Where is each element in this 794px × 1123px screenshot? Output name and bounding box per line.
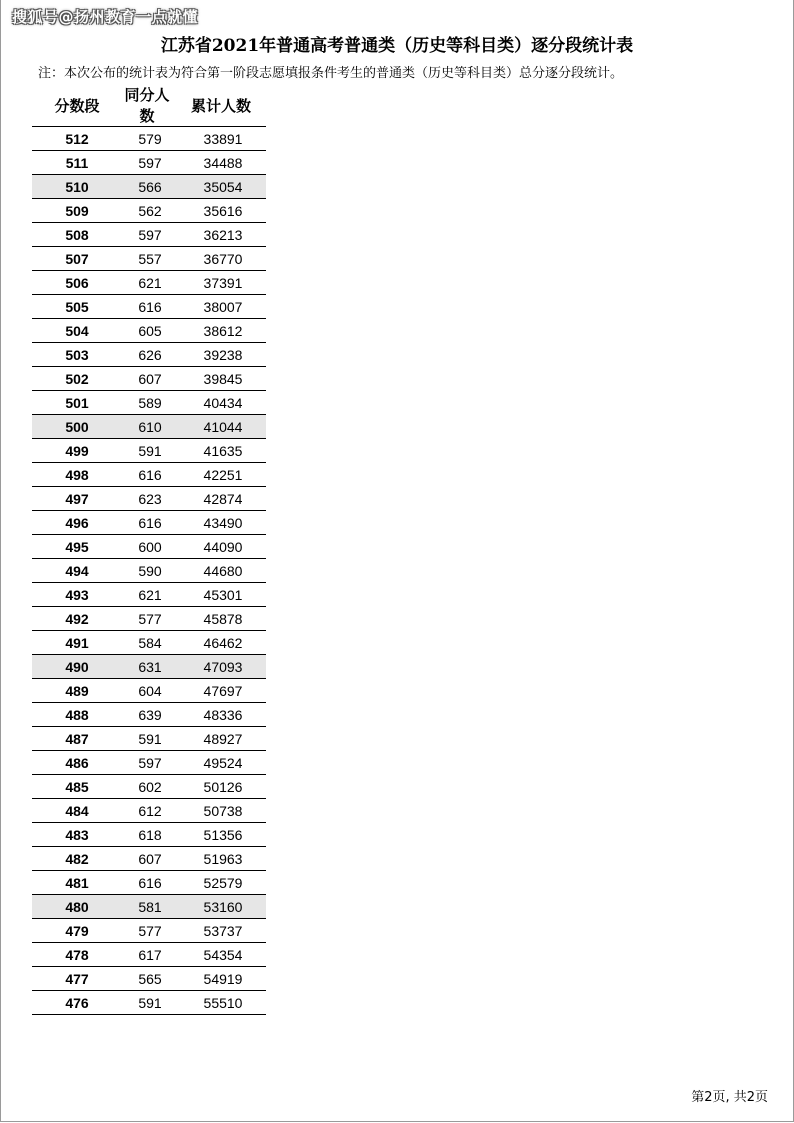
table-row [32, 439, 266, 463]
same-score-count-cell: 602 [118, 775, 176, 799]
score-cell: 476 [32, 991, 118, 1015]
cumulative-count-cell: 38612 [176, 319, 266, 343]
cumulative-count-cell: 35616 [176, 199, 266, 223]
score-cell: 483 [32, 823, 118, 847]
same-score-count-cell: 616 [118, 871, 176, 895]
score-cell: 505 [32, 295, 118, 319]
score-cell: 500 [32, 415, 118, 439]
table-row [32, 943, 266, 967]
same-score-count-cell: 584 [118, 631, 176, 655]
cumulative-count-cell: 39238 [176, 343, 266, 367]
same-score-count-cell: 597 [118, 751, 176, 775]
table-row [32, 487, 266, 511]
score-cell: 477 [32, 967, 118, 991]
table-row [32, 775, 266, 799]
cumulative-count-cell: 38007 [176, 295, 266, 319]
cumulative-count-cell: 49524 [176, 751, 266, 775]
score-cell: 486 [32, 751, 118, 775]
score-cell: 504 [32, 319, 118, 343]
table-row [32, 871, 266, 895]
table-row [32, 799, 266, 823]
score-cell: 512 [32, 127, 118, 151]
score-cell: 495 [32, 535, 118, 559]
same-score-count-cell: 581 [118, 895, 176, 919]
cumulative-count-cell: 48927 [176, 727, 266, 751]
same-score-count-cell: 631 [118, 655, 176, 679]
score-cell: 490 [32, 655, 118, 679]
score-cell: 507 [32, 247, 118, 271]
cumulative-count-cell: 45301 [176, 583, 266, 607]
table-row [32, 727, 266, 751]
table-row [32, 535, 266, 559]
table-row [32, 367, 266, 391]
score-cell: 479 [32, 919, 118, 943]
watermark: 搜狐号@扬州教育一点就懂 [12, 8, 199, 26]
score-cell: 487 [32, 727, 118, 751]
table-row [32, 967, 266, 991]
score-cell: 496 [32, 511, 118, 535]
table-row [32, 199, 266, 223]
table-row [32, 919, 266, 943]
table-row [32, 415, 266, 439]
cumulative-count-cell: 47093 [176, 655, 266, 679]
cumulative-count-cell: 34488 [176, 151, 266, 175]
table-row [32, 559, 266, 583]
same-score-count-cell: 612 [118, 799, 176, 823]
table-note: 注：本次公布的统计表为符合第一阶段志愿填报条件考生的普通类（历史等科目类）总分逐分段统计。 [38, 66, 624, 81]
same-score-count-cell: 579 [118, 127, 176, 151]
same-score-count-cell: 610 [118, 415, 176, 439]
same-score-count-cell: 639 [118, 703, 176, 727]
score-cell: 508 [32, 223, 118, 247]
score-cell: 492 [32, 607, 118, 631]
same-score-count-cell: 605 [118, 319, 176, 343]
cumulative-count-cell: 36770 [176, 247, 266, 271]
cumulative-count-cell: 52579 [176, 871, 266, 895]
score-cell: 506 [32, 271, 118, 295]
same-score-count-cell: 621 [118, 271, 176, 295]
score-cell: 482 [32, 847, 118, 871]
cumulative-count-cell: 42251 [176, 463, 266, 487]
cumulative-count-cell: 42874 [176, 487, 266, 511]
same-score-count-cell: 623 [118, 487, 176, 511]
cumulative-count-cell: 36213 [176, 223, 266, 247]
cumulative-count-cell: 51356 [176, 823, 266, 847]
table-row [32, 127, 266, 151]
same-score-count-cell: 618 [118, 823, 176, 847]
cumulative-count-cell: 43490 [176, 511, 266, 535]
same-score-count-cell: 577 [118, 607, 176, 631]
cumulative-count-cell: 53160 [176, 895, 266, 919]
header-score-range: 分数段 [32, 84, 118, 127]
cumulative-count-cell: 40434 [176, 391, 266, 415]
same-score-count-cell: 604 [118, 679, 176, 703]
same-score-count-cell: 621 [118, 583, 176, 607]
table-row [32, 703, 266, 727]
table-row [32, 391, 266, 415]
same-score-count-cell: 566 [118, 175, 176, 199]
same-score-count-cell: 557 [118, 247, 176, 271]
cumulative-count-cell: 44680 [176, 559, 266, 583]
table-row [32, 295, 266, 319]
same-score-count-cell: 616 [118, 463, 176, 487]
score-cell: 485 [32, 775, 118, 799]
page-number: 第2页, 共2页 [691, 1090, 768, 1105]
cumulative-count-cell: 55510 [176, 991, 266, 1015]
cumulative-count-cell: 41635 [176, 439, 266, 463]
score-cell: 502 [32, 367, 118, 391]
cumulative-count-cell: 54354 [176, 943, 266, 967]
cumulative-count-cell: 47697 [176, 679, 266, 703]
cumulative-count-cell: 41044 [176, 415, 266, 439]
same-score-count-cell: 589 [118, 391, 176, 415]
table-row [32, 631, 266, 655]
table-row [32, 991, 266, 1015]
same-score-count-cell: 617 [118, 943, 176, 967]
score-cell: 497 [32, 487, 118, 511]
score-cell: 498 [32, 463, 118, 487]
cumulative-count-cell: 45878 [176, 607, 266, 631]
score-cell: 499 [32, 439, 118, 463]
table-row [32, 895, 266, 919]
score-cell: 493 [32, 583, 118, 607]
same-score-count-cell: 590 [118, 559, 176, 583]
cumulative-count-cell: 50126 [176, 775, 266, 799]
same-score-count-cell: 616 [118, 295, 176, 319]
document-title: 江苏省2021年普通高考普通类（历史等科目类）逐分段统计表 [160, 36, 634, 56]
score-cell: 503 [32, 343, 118, 367]
cumulative-count-cell: 53737 [176, 919, 266, 943]
table-row [32, 607, 266, 631]
header-same-score-count: 同分人数 [118, 84, 176, 127]
table-row [32, 151, 266, 175]
score-cell: 511 [32, 151, 118, 175]
header-cumulative-count: 累计人数 [176, 84, 266, 127]
cumulative-count-cell: 39845 [176, 367, 266, 391]
same-score-count-cell: 591 [118, 727, 176, 751]
score-cell: 478 [32, 943, 118, 967]
score-cell: 488 [32, 703, 118, 727]
same-score-count-cell: 626 [118, 343, 176, 367]
score-cell: 489 [32, 679, 118, 703]
same-score-count-cell: 591 [118, 991, 176, 1015]
score-cell: 491 [32, 631, 118, 655]
same-score-count-cell: 591 [118, 439, 176, 463]
same-score-count-cell: 616 [118, 511, 176, 535]
same-score-count-cell: 607 [118, 847, 176, 871]
table-row [32, 463, 266, 487]
table-row [32, 319, 266, 343]
cumulative-count-cell: 33891 [176, 127, 266, 151]
score-cell: 510 [32, 175, 118, 199]
score-cell: 494 [32, 559, 118, 583]
table-row [32, 751, 266, 775]
table-row [32, 343, 266, 367]
score-cell: 480 [32, 895, 118, 919]
table-header-row [32, 84, 266, 127]
same-score-count-cell: 562 [118, 199, 176, 223]
same-score-count-cell: 600 [118, 535, 176, 559]
cumulative-count-cell: 54919 [176, 967, 266, 991]
table-row [32, 583, 266, 607]
table-row [32, 679, 266, 703]
cumulative-count-cell: 44090 [176, 535, 266, 559]
cumulative-count-cell: 51963 [176, 847, 266, 871]
cumulative-count-cell: 37391 [176, 271, 266, 295]
same-score-count-cell: 597 [118, 151, 176, 175]
table-row [32, 223, 266, 247]
cumulative-count-cell: 35054 [176, 175, 266, 199]
table-row [32, 823, 266, 847]
same-score-count-cell: 597 [118, 223, 176, 247]
score-cell: 509 [32, 199, 118, 223]
table-row [32, 655, 266, 679]
cumulative-count-cell: 50738 [176, 799, 266, 823]
score-distribution-table [32, 84, 266, 1015]
cumulative-count-cell: 46462 [176, 631, 266, 655]
same-score-count-cell: 577 [118, 919, 176, 943]
same-score-count-cell: 565 [118, 967, 176, 991]
table-row [32, 175, 266, 199]
table-row [32, 271, 266, 295]
table-row [32, 247, 266, 271]
table-row [32, 511, 266, 535]
score-cell: 481 [32, 871, 118, 895]
same-score-count-cell: 607 [118, 367, 176, 391]
score-cell: 501 [32, 391, 118, 415]
score-cell: 484 [32, 799, 118, 823]
cumulative-count-cell: 48336 [176, 703, 266, 727]
table-row [32, 847, 266, 871]
